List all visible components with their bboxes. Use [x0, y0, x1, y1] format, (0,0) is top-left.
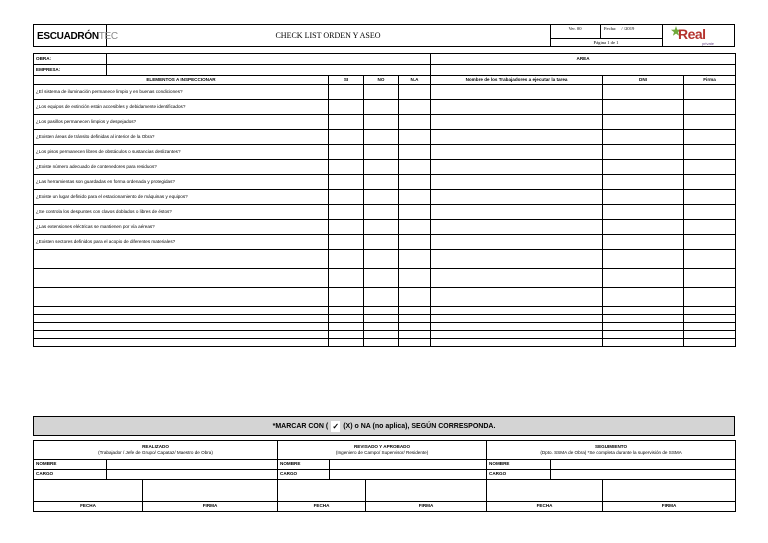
header-divider-h — [550, 38, 662, 39]
si-cell[interactable] — [329, 145, 364, 160]
na-cell[interactable] — [399, 130, 431, 145]
checklist-table — [33, 53, 736, 347]
firma-cell[interactable] — [684, 100, 736, 115]
firma-cell[interactable] — [684, 288, 736, 307]
dni-cell[interactable] — [603, 175, 684, 190]
question-cell[interactable] — [34, 250, 329, 269]
table-row — [34, 190, 736, 205]
si-cell[interactable] — [329, 205, 364, 220]
revisado-cargo-label: CARGO — [278, 470, 330, 480]
signatures-table — [33, 440, 736, 512]
si-cell[interactable] — [329, 100, 364, 115]
worker-name-cell[interactable] — [431, 250, 603, 269]
dni-cell[interactable] — [603, 288, 684, 307]
na-cell[interactable] — [399, 145, 431, 160]
table-row — [34, 175, 736, 190]
dni-cell[interactable] — [603, 269, 684, 288]
table-row — [34, 331, 736, 339]
revisado-title: REVISADO Y APROBADO — [353, 444, 411, 450]
real-logo-sub: private — [702, 41, 715, 46]
col-dni: DNI — [603, 76, 684, 85]
worker-name-cell[interactable] — [431, 331, 603, 339]
firma-cell[interactable] — [684, 190, 736, 205]
worker-name-cell[interactable] — [431, 160, 603, 175]
dni-cell[interactable] — [603, 100, 684, 115]
worker-name-cell[interactable] — [431, 100, 603, 115]
empresa-label: EMPRESA: — [34, 65, 107, 76]
question-text: ¿Existen sectores definidos para el acopio de diferentes materiales? — [34, 235, 329, 250]
si-cell[interactable] — [329, 307, 364, 315]
table-row — [34, 145, 736, 160]
realizado-header — [34, 441, 278, 460]
realizado-subtitle: (Trabajador / Jefe de Grupo/ Capataz/ Maestro de Obra) — [98, 450, 213, 455]
no-cell[interactable] — [364, 100, 399, 115]
no-cell[interactable] — [364, 115, 399, 130]
na-cell[interactable] — [399, 307, 431, 315]
question-cell[interactable] — [34, 269, 329, 288]
worker-name-cell[interactable] — [431, 269, 603, 288]
dni-cell[interactable] — [603, 220, 684, 235]
dni-cell[interactable] — [603, 307, 684, 315]
worker-name-cell[interactable] — [431, 175, 603, 190]
no-cell[interactable] — [364, 307, 399, 315]
table-row — [34, 160, 736, 175]
si-cell[interactable] — [329, 220, 364, 235]
worker-name-cell[interactable] — [431, 145, 603, 160]
header-divider-right — [662, 24, 663, 47]
na-cell[interactable] — [399, 220, 431, 235]
dni-cell[interactable] — [603, 85, 684, 100]
table-row — [34, 85, 736, 100]
question-cell[interactable] — [34, 323, 329, 331]
seguimiento-header — [487, 441, 736, 460]
date-field — [604, 26, 662, 31]
table-row — [34, 130, 736, 145]
question-text: ¿Existe número adecuado de contenedores para residuos? — [34, 160, 329, 175]
obra-label: OBRA: — [34, 54, 107, 65]
question-text: ¿Existe un lugar definido para el estacionamiento de máquinas y equipos? — [34, 190, 329, 205]
na-cell[interactable] — [399, 235, 431, 250]
si-cell[interactable] — [329, 315, 364, 323]
na-cell[interactable] — [399, 288, 431, 307]
firma-cell[interactable] — [684, 323, 736, 331]
seguimiento-subtitle: (Dpto. SSMA de Obra) *Se completa durante la supervisión de SSMA — [540, 450, 682, 455]
worker-name-cell[interactable] — [431, 235, 603, 250]
area-input[interactable] — [431, 65, 736, 76]
col-trabajadores: Nombre de los Trabajadores a ejecutar la tarea — [431, 76, 603, 85]
no-cell[interactable] — [364, 205, 399, 220]
empresa-input[interactable] — [107, 65, 431, 76]
logo-text-bold: ESCUADRÓN — [37, 30, 99, 42]
worker-name-cell[interactable] — [431, 190, 603, 205]
table-row — [34, 315, 736, 323]
realizado-cargo-input[interactable] — [107, 470, 278, 480]
question-text: ¿Los pisos permanecen libres de obstáculos o sustancias deslizantes? — [34, 145, 329, 160]
table-row — [34, 100, 736, 115]
no-cell[interactable] — [364, 339, 399, 347]
realizado-title: REALIZADO — [142, 444, 169, 450]
date-value: / /2019 — [621, 26, 635, 31]
no-cell[interactable] — [364, 190, 399, 205]
seguimiento-firma-input[interactable] — [603, 480, 736, 502]
logo-text-light: TEC — [98, 30, 118, 42]
revisado-subtitle: (Ingeniero de Campo/ Supervisor/ Residente) — [335, 450, 429, 455]
question-text: ¿Los pasillos permanecen limpios y despejados? — [34, 115, 329, 130]
worker-name-cell[interactable] — [431, 307, 603, 315]
dni-cell[interactable] — [603, 323, 684, 331]
worker-name-cell[interactable] — [431, 115, 603, 130]
date-label: Fecha: — [604, 26, 617, 31]
na-cell[interactable] — [399, 269, 431, 288]
firma-cell[interactable] — [684, 205, 736, 220]
seguimiento-firma-label: FIRMA — [603, 502, 736, 512]
question-text: ¿Existen áreas de tránsito definidas al interior de la Obra? — [34, 130, 329, 145]
worker-name-cell[interactable] — [431, 85, 603, 100]
worker-name-cell[interactable] — [431, 323, 603, 331]
na-cell[interactable] — [399, 323, 431, 331]
realizado-fecha-input[interactable] — [34, 480, 143, 502]
table-row — [34, 205, 736, 220]
worker-name-cell[interactable] — [431, 130, 603, 145]
dni-cell[interactable] — [603, 130, 684, 145]
si-cell[interactable] — [329, 235, 364, 250]
si-cell[interactable] — [329, 160, 364, 175]
dni-cell[interactable] — [603, 331, 684, 339]
company-logo — [36, 28, 118, 44]
firma-cell[interactable] — [684, 220, 736, 235]
firma-cell[interactable] — [684, 250, 736, 269]
table-row — [34, 339, 736, 347]
no-cell[interactable] — [364, 250, 399, 269]
no-cell[interactable] — [364, 175, 399, 190]
revisado-fecha-input[interactable] — [278, 480, 366, 502]
si-cell[interactable] — [329, 175, 364, 190]
seguimiento-fecha-input[interactable] — [487, 480, 603, 502]
no-cell[interactable] — [364, 220, 399, 235]
si-cell[interactable] — [329, 269, 364, 288]
firma-cell[interactable] — [684, 269, 736, 288]
worker-name-cell[interactable] — [431, 205, 603, 220]
instruction-note — [33, 416, 735, 436]
no-cell[interactable] — [364, 331, 399, 339]
no-cell[interactable] — [364, 269, 399, 288]
na-cell[interactable] — [399, 190, 431, 205]
na-cell[interactable] — [399, 205, 431, 220]
dni-cell[interactable] — [603, 160, 684, 175]
version-text: Ver. 00 — [568, 26, 582, 31]
dni-cell[interactable] — [603, 315, 684, 323]
na-cell[interactable] — [399, 331, 431, 339]
revisado-nombre-label: NOMBRE — [278, 460, 330, 470]
question-text: ¿Las extensiones eléctricas se mantienen por vía aéreas? — [34, 220, 329, 235]
area-label: AREA — [431, 54, 736, 65]
firma-cell[interactable] — [684, 175, 736, 190]
note-prefix: *MARCAR CON ( — [272, 422, 329, 430]
firma-cell[interactable] — [684, 85, 736, 100]
table-row — [34, 235, 736, 250]
na-cell[interactable] — [399, 175, 431, 190]
question-text: ¿Se controla los despuntes con clavos doblados o libres de éstos? — [34, 205, 329, 220]
table-row — [34, 250, 736, 269]
seguimiento-cargo-label: CARGO — [487, 470, 551, 480]
na-cell[interactable] — [399, 160, 431, 175]
firma-cell[interactable] — [684, 331, 736, 339]
revisado-firma-label: FIRMA — [366, 502, 487, 512]
col-si: SI — [329, 76, 364, 85]
real-logo-text: Real — [678, 26, 706, 42]
worker-name-cell[interactable] — [431, 315, 603, 323]
na-cell[interactable] — [399, 250, 431, 269]
question-text: ¿Los equipos de extinción están accesibles y debidamente identificados? — [34, 100, 329, 115]
seguimiento-cargo-input[interactable] — [551, 470, 736, 480]
question-cell[interactable] — [34, 307, 329, 315]
question-text: ¿El sistema de iluminación permanece limpio y en buenas condiciones? — [34, 85, 329, 100]
no-cell[interactable] — [364, 160, 399, 175]
col-elementos: ELEMENTOS A INSPECCIONAR — [34, 76, 329, 85]
dni-cell[interactable] — [603, 190, 684, 205]
page-title: CHECK LIST ORDEN Y ASEO — [275, 31, 381, 40]
realizado-firma-label: FIRMA — [143, 502, 278, 512]
realizado-firma-input[interactable] — [143, 480, 278, 502]
no-cell[interactable] — [364, 288, 399, 307]
dni-cell[interactable] — [603, 145, 684, 160]
no-cell[interactable] — [364, 235, 399, 250]
firma-cell[interactable] — [684, 160, 736, 175]
revisado-cargo-input[interactable] — [330, 470, 487, 480]
firma-cell[interactable] — [684, 315, 736, 323]
header-divider-ver — [600, 24, 601, 39]
seguimiento-nombre-input[interactable] — [551, 460, 736, 470]
no-cell[interactable] — [364, 85, 399, 100]
realizado-nombre-input[interactable] — [107, 460, 278, 470]
seguimiento-title: SEGUIMIENTO — [595, 444, 628, 450]
table-row — [34, 307, 736, 315]
real-logo — [668, 25, 732, 46]
table-row — [34, 269, 736, 288]
table-row — [34, 115, 736, 130]
firma-cell[interactable] — [684, 339, 736, 347]
revisado-header — [278, 441, 487, 460]
col-firma: Firma — [684, 76, 736, 85]
col-na: N.A — [399, 76, 431, 85]
firma-cell[interactable] — [684, 130, 736, 145]
dni-cell[interactable] — [603, 115, 684, 130]
no-cell[interactable] — [364, 145, 399, 160]
no-cell[interactable] — [364, 315, 399, 323]
na-cell[interactable] — [399, 85, 431, 100]
dni-cell[interactable] — [603, 235, 684, 250]
worker-name-cell[interactable] — [431, 288, 603, 307]
firma-cell[interactable] — [684, 235, 736, 250]
si-cell[interactable] — [329, 331, 364, 339]
question-cell[interactable] — [34, 315, 329, 323]
si-cell[interactable] — [329, 288, 364, 307]
si-cell[interactable] — [329, 323, 364, 331]
firma-cell[interactable] — [684, 115, 736, 130]
realizado-nombre-label: NOMBRE — [34, 460, 107, 470]
question-cell[interactable] — [34, 288, 329, 307]
dni-cell[interactable] — [603, 339, 684, 347]
na-cell[interactable] — [399, 115, 431, 130]
revisado-firma-input[interactable] — [366, 480, 487, 502]
firma-cell[interactable] — [684, 307, 736, 315]
seguimiento-fecha-label: FECHA — [487, 502, 603, 512]
revisado-nombre-input[interactable] — [330, 460, 487, 470]
worker-name-cell[interactable] — [431, 220, 603, 235]
page-number: Página 1 de 1 — [593, 40, 619, 45]
table-row — [34, 220, 736, 235]
seguimiento-nombre-label: NOMBRE — [487, 460, 551, 470]
si-cell[interactable] — [329, 130, 364, 145]
si-cell[interactable] — [329, 250, 364, 269]
si-cell[interactable] — [329, 339, 364, 347]
na-cell[interactable] — [399, 315, 431, 323]
no-cell[interactable] — [364, 323, 399, 331]
question-cell[interactable] — [34, 331, 329, 339]
si-cell[interactable] — [329, 190, 364, 205]
worker-name-cell[interactable] — [431, 339, 603, 347]
dni-cell[interactable] — [603, 250, 684, 269]
table-row — [34, 288, 736, 307]
si-cell[interactable] — [329, 85, 364, 100]
na-cell[interactable] — [399, 100, 431, 115]
question-cell[interactable] — [34, 339, 329, 347]
realizado-fecha-label: FECHA — [34, 502, 143, 512]
checkmark-icon: ✓ — [332, 421, 340, 431]
si-cell[interactable] — [329, 115, 364, 130]
no-cell[interactable] — [364, 130, 399, 145]
firma-cell[interactable] — [684, 145, 736, 160]
note-suffix: (X) o NA (no aplica), SEGÚN CORRESPONDA. — [343, 422, 496, 430]
realizado-cargo-label: CARGO — [34, 470, 107, 480]
na-cell[interactable] — [399, 339, 431, 347]
revisado-fecha-label: FECHA — [278, 502, 366, 512]
dni-cell[interactable] — [603, 205, 684, 220]
obra-input[interactable] — [107, 54, 431, 65]
col-no: NO — [364, 76, 399, 85]
table-row — [34, 323, 736, 331]
question-text: ¿Las herramientas son guardadas en forma ordenada y protegidas? — [34, 175, 329, 190]
